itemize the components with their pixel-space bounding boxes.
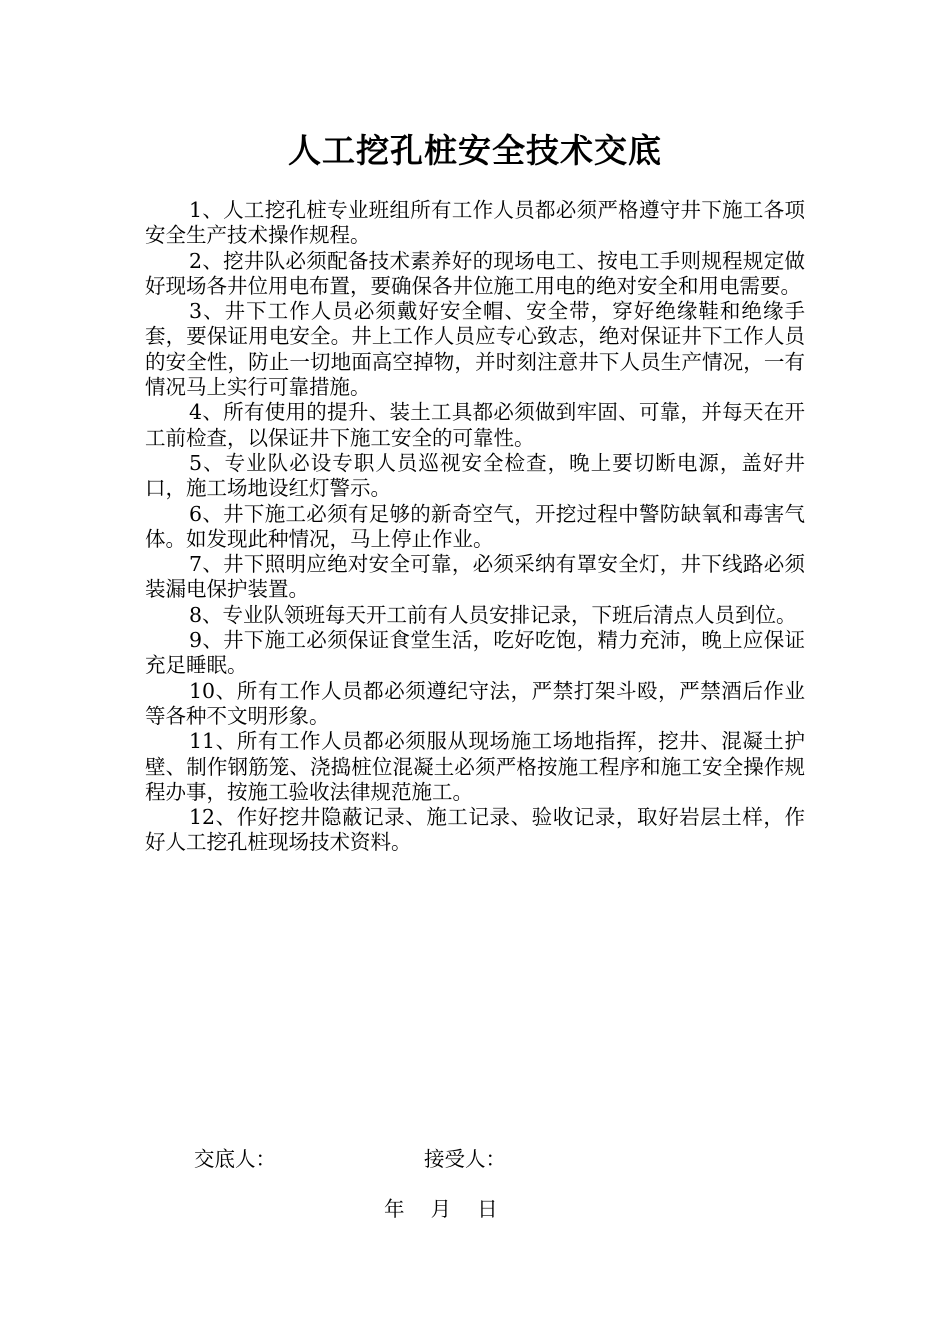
paragraph-2: 2、挖井队必须配备技术素养好的现场电工、按电工手则规程规定做好现场各井位用电布置，要确保各井位施工用电的绝对安全和用电需要。 xyxy=(145,248,805,298)
paragraph-4: 4、所有使用的提升、装土工具都必须做到牢固、可靠，并每天在开工前检查，以保证井下施工安全的可靠性。 xyxy=(145,400,805,450)
paragraph-7: 7、井下照明应绝对安全可靠，必须采纳有罩安全灯，井下线路必须装漏电保护装置。 xyxy=(145,552,805,602)
giver-signature-label: 交底人： xyxy=(194,1147,276,1171)
document-title: 人工挖孔桩安全技术交底 xyxy=(288,131,662,170)
paragraph-9: 9、井下施工必须保证食堂生活，吃好吃饱，精力充沛，晚上应保证充足睡眠。 xyxy=(145,628,805,678)
paragraph-10: 10、所有工作人员都必须遵纪守法，严禁打架斗殴，严禁酒后作业等各种不文明形象。 xyxy=(145,678,805,728)
paragraph-11: 11、所有工作人员都必须服从现场施工场地指挥，挖井、混凝土护壁、制作钢筋笼、浇捣桩位混凝土必须严格按施工程序和施工安全操作规程办事，按施工验收法律规范施工。 xyxy=(145,729,805,804)
paragraph-1: 1、人工挖孔桩专业班组所有工作人员都必须严格遵守井下施工各项安全生产技术操作规程。 xyxy=(145,198,805,248)
paragraph-3: 3、井下工作人员必须戴好安全帽、安全带，穿好绝缘鞋和绝缘手套，要保证用电安全。井上工作人员应专心致志，绝对保证井下工作人员的安全性，防止一切地面高空掉物，并时刻注意井下人员生产情况，一有情况马上实行可靠措施。 xyxy=(145,299,805,400)
paragraph-8: 8、专业队领班每天开工前有人员安排记录，下班后清点人员到位。 xyxy=(189,602,797,627)
receiver-signature-label: 接受人： xyxy=(424,1147,506,1171)
paragraph-12: 12、作好挖井隐蔽记录、施工记录、验收记录，取好岩层土样，作好人工挖孔桩现场技术资料。 xyxy=(145,805,805,855)
paragraph-5: 5、专业队必设专职人员巡视安全检查，晚上要切断电源，盖好井口，施工场地设红灯警示。 xyxy=(145,450,805,501)
document-body xyxy=(145,198,805,856)
date-line: 年 月 日 xyxy=(384,1197,498,1221)
paragraph-6: 6、井下施工必须有足够的新奇空气，开挖过程中警防缺氧和毒害气体。如发现此种情况，马上停止作业。 xyxy=(145,501,805,551)
